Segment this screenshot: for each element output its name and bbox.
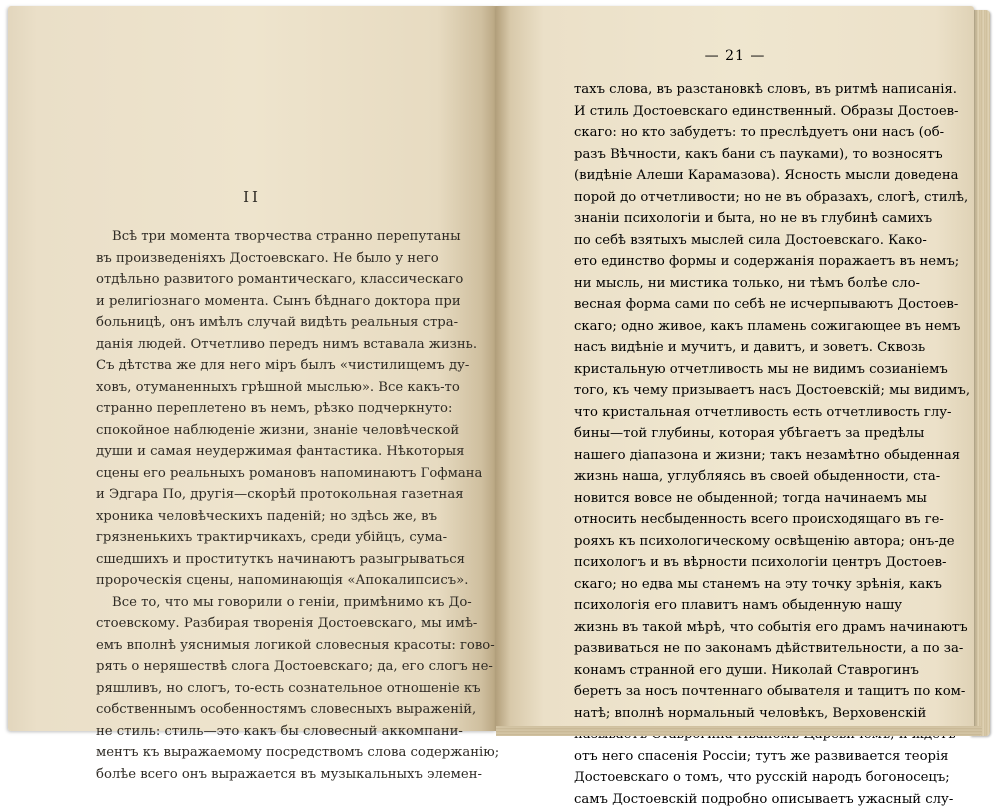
text-line: жизнь наша, углубляясь въ своей обыденности, ста-: [574, 466, 902, 488]
text-line: ни мысль, ни мистика только, ни тѣмъ болѣе сло-: [574, 273, 902, 295]
text-line: относить несбыденность всего происходящаго въ ге-: [574, 509, 902, 531]
text-line: сшедшихъ и проституткъ начинаютъ разыгрываться: [96, 549, 424, 571]
text-line: души и самая неудержимая фантастика. Нѣкоторыя: [96, 441, 424, 463]
text-line: весная форма сами по себѣ не исчерпываютъ Достоев-: [574, 294, 902, 316]
text-line: что кристальная отчетливость есть отчетливость глу-: [574, 402, 902, 424]
text-line: сцены его реальныхъ романовъ напоминаютъ Гофмана: [96, 463, 424, 485]
text-line: психологія его плавитъ намъ обыденную нашу: [574, 595, 902, 617]
bottom-page-edges: [496, 726, 982, 736]
text-line: Все то, что мы говорили о геніи, примѣнимо къ До-: [96, 592, 424, 614]
text-line: конамъ странной его души. Николай Ставрогинъ: [574, 660, 902, 682]
text-line: беретъ за носъ почтеннаго обывателя и тащитъ по ком-: [574, 681, 902, 703]
text-line: емъ вполнѣ уяснимыя логикой словесныя красоты: гово-: [96, 635, 424, 657]
text-line: порой до отчетливости; но не въ образахъ, слогѣ, стилѣ,: [574, 187, 902, 209]
page-number: — 21 —: [496, 48, 974, 64]
text-line: ряшливъ, но слогъ, то-есть сознательное отношеніе къ: [96, 678, 424, 700]
text-line: скаго; одно живое, какъ пламень сожигающее въ немъ: [574, 316, 902, 338]
text-line: грязненькихъ трактирчикахъ, среди убійцъ, сума-: [96, 527, 424, 549]
text-line: и религіознаго момента. Сынъ бѣднаго доктора при: [96, 291, 424, 313]
text-line: рояхъ къ психологическому освѣщенію автора; онъ-де: [574, 531, 902, 553]
text-line: по себѣ взятыхъ мыслей сила Достоевскаго. Како-: [574, 230, 902, 252]
section-number: II: [8, 188, 496, 206]
text-line: ментъ къ выражаемому посредствомъ слова содержанію;: [96, 742, 424, 764]
text-line: спокойное наблюденіе жизни, знаніе человѣческой: [96, 420, 424, 442]
text-line: самъ Достоевскій подробно описываетъ ужасный слу-: [574, 789, 902, 810]
text-line: кристальную отчетливость мы не видимъ созианіемъ: [574, 359, 902, 381]
open-book: [8, 6, 992, 741]
text-line: данія людей. Отчетливо передъ нимъ вставала жизнь.: [96, 334, 424, 356]
text-line: больницѣ, онъ имѣлъ случай видѣть реальныя стра-: [96, 312, 424, 334]
text-line: не стиль: стиль—это какъ бы словесный аккомпани-: [96, 721, 424, 743]
left-page: [8, 6, 496, 731]
text-line: ето единство формы и содержанія поражаетъ въ немъ;: [574, 251, 902, 273]
right-page-text: [574, 79, 902, 810]
text-line: нашего діапазона и жизни; такъ незамѣтно обыденная: [574, 445, 902, 467]
text-line: странно переплетено въ немъ, рѣзко подчеркнуто:: [96, 398, 424, 420]
text-line: развиваться не по законамъ дѣйствительности, а по за-: [574, 638, 902, 660]
text-line: Съ дѣтства же для него міръ былъ «чистилищемъ ду-: [96, 355, 424, 377]
text-line: знаніи психологіи и быта, но не въ глубинѣ самихъ: [574, 208, 902, 230]
text-line: И стиль Достоевскаго единственный. Образы Достоев-: [574, 101, 902, 123]
text-line: новится вовсе не обыденной; тогда начинаемъ мы: [574, 488, 902, 510]
text-line: хроника человѣческихъ паденій; но здѣсь же, въ: [96, 506, 424, 528]
text-line: разъ Вѣчности, какъ бани съ пауками), то возносятъ: [574, 144, 902, 166]
text-line: и Эдгара По, другія—скорѣй протокольная газетная: [96, 484, 424, 506]
text-line: (видѣніе Алеши Карамазова). Ясность мысли доведена: [574, 165, 902, 187]
text-line: отъ него спасенія Россіи; тутъ же развивается теорія: [574, 746, 902, 768]
text-line: ховъ, отуманенныхъ грѣшной мыслью». Все какъ-то: [96, 377, 424, 399]
text-line: стоевскому. Разбирая творенія Достоевскаго, мы имѣ-: [96, 613, 424, 635]
text-line: Достоевскаго о томъ, что русскій народъ богоносецъ;: [574, 767, 902, 789]
text-line: пророческія сцены, напоминающія «Апокалипсисъ».: [96, 570, 424, 592]
left-page-text: [96, 226, 424, 785]
text-line: того, къ чему призываетъ насъ Достоевскій; мы видимъ,: [574, 380, 902, 402]
text-line: бины—той глубины, которая убѣгаетъ за предѣлы: [574, 423, 902, 445]
text-line: насъ видѣніе и мучитъ, и давитъ, и зоветъ. Сквозь: [574, 337, 902, 359]
text-line: скаго: но кто забудетъ: то преслѣдуетъ они насъ (об-: [574, 122, 902, 144]
text-line: психологъ и въ вѣрности психологіи центръ Достоев-: [574, 552, 902, 574]
text-line: натѣ; вполнѣ нормальный человѣкъ, Верховенскій: [574, 703, 902, 725]
text-line: тахъ слова, въ разстановкѣ словъ, въ ритмѣ написанія.: [574, 79, 902, 101]
text-line: собственнымъ особенностямъ словесныхъ выраженій,: [96, 699, 424, 721]
text-line: жизнь въ такой мѣрѣ, что событія его драмъ начинаютъ: [574, 617, 902, 639]
text-line: рять о неряшествѣ слога Достоевскаго; да, его слогъ не-: [96, 656, 424, 678]
text-line: болѣе всего онъ выражается въ музыкальныхъ элемен-: [96, 764, 424, 786]
text-line: отдѣльно развитого романтическаго, классическаго: [96, 269, 424, 291]
text-line: Всѣ три момента творчества странно перепутаны: [96, 226, 424, 248]
text-line: скаго; но едва мы станемъ на эту точку зрѣнія, какъ: [574, 574, 902, 596]
text-line: въ произведеніяхъ Достоевскаго. Не было у него: [96, 248, 424, 270]
